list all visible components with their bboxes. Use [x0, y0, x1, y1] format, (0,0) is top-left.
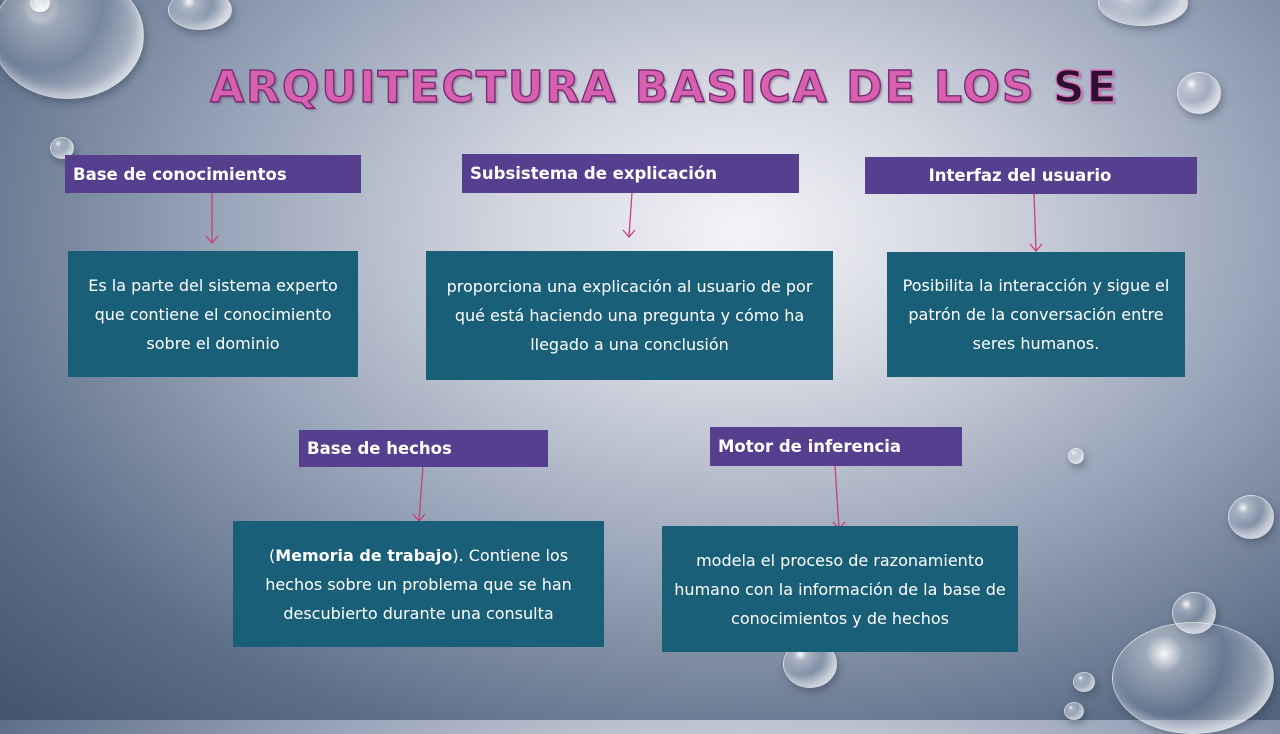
description-motor-inferencia	[662, 526, 1018, 652]
header-base-conocimientos: Base de conocimientos	[65, 155, 361, 193]
description-interfaz-usuario	[887, 252, 1185, 377]
description-text: Es la parte del sistema experto que contiene el conocimiento sobre el dominio	[88, 275, 338, 353]
description-open-paren: (	[268, 545, 276, 565]
arrow-motor-inferencia	[835, 466, 839, 528]
slide-title-accent: SE	[1052, 62, 1119, 113]
header-base-hechos: Base de hechos	[299, 430, 548, 467]
arrow-subsistema-explicacion	[629, 193, 632, 236]
header-interfaz-usuario: Interfaz del usuario	[865, 157, 1197, 194]
arrow-base-hechos	[419, 466, 423, 520]
description-base-conocimientos	[68, 251, 358, 377]
arrow-interfaz-usuario	[1034, 193, 1036, 250]
description-base-hechos	[233, 521, 604, 647]
description-subsistema-explicacion	[426, 251, 833, 380]
header-motor-inferencia: Motor de inferencia	[710, 427, 962, 466]
description-text: modela el proceso de razonamiento humano con la información de la base de conocimientos y de hechos	[674, 550, 1006, 628]
description-rest: ). Contiene los hechos sobre un problema que se han descubierto durante una consulta	[265, 545, 572, 623]
description-text	[245, 541, 592, 628]
header-subsistema-explicacion: Subsistema de explicación	[462, 154, 799, 193]
description-text: proporciona una explicación al usuario de por qué está haciendo una pregunta y cómo ha llegado a una conclusión	[446, 277, 813, 354]
description-bold-term: Memoria de trabajo	[275, 545, 453, 565]
slide-title-text: ARQUITECTURA BASICA DE LOS	[210, 62, 1053, 113]
description-text: Posibilita la interacción y sigue el patrón de la conversación entre seres humanos.	[902, 276, 1170, 353]
